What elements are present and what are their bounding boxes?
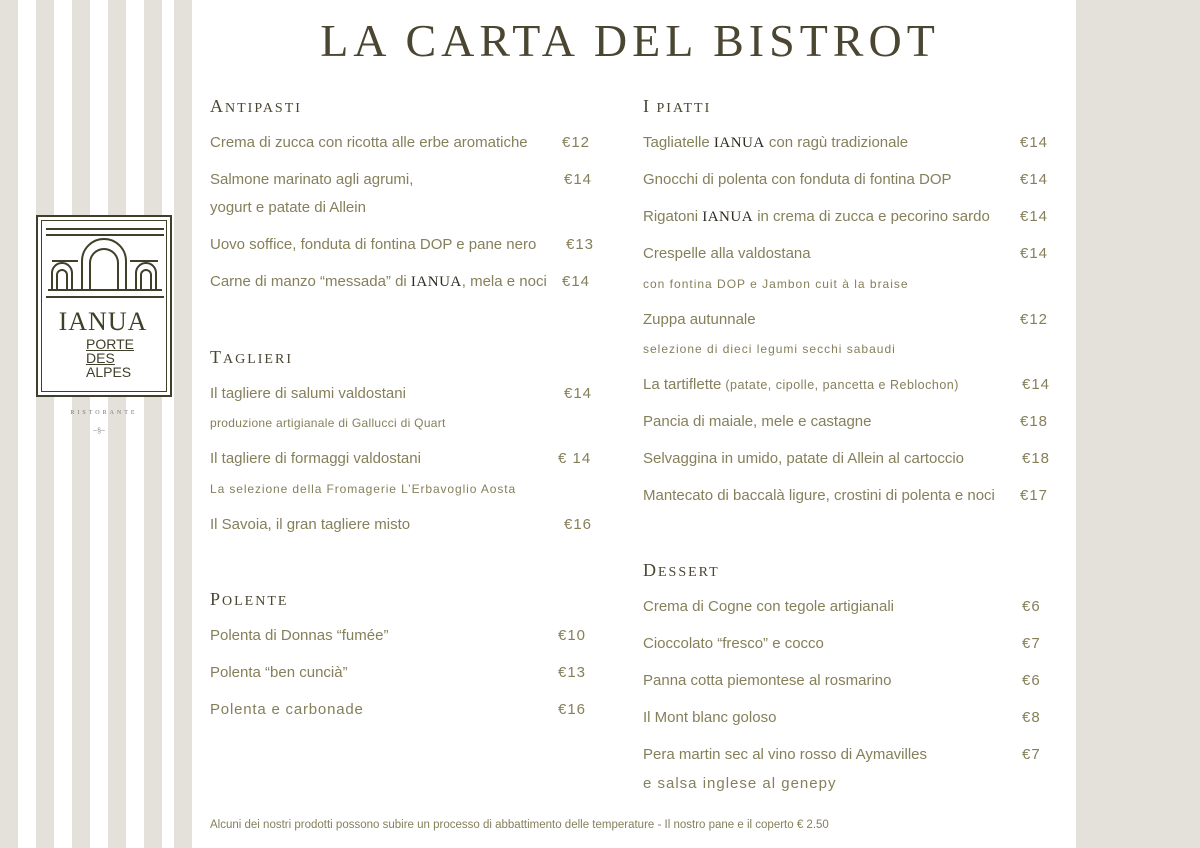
menu-price: €16 xyxy=(558,701,587,718)
menu-item: Uovo soffice, fonduta di fontina DOP e pane nero xyxy=(210,236,537,253)
menu-price: €8 xyxy=(1022,709,1041,726)
menu-item: Polenta e carbonade xyxy=(210,701,364,718)
menu-price: €14 xyxy=(1020,245,1049,262)
menu-price: €17 xyxy=(1020,487,1049,504)
logo-sub-porte: PORTE xyxy=(86,336,134,352)
page-title: LA CARTA DEL BISTROT xyxy=(320,15,940,66)
menu-price: €14 xyxy=(1022,376,1051,393)
menu-price: €14 xyxy=(564,171,593,188)
menu-item: Carne di manzo “messada” di IANUA, mela e noci xyxy=(210,273,547,290)
section-antipasti: ANTIPASTI xyxy=(210,96,302,116)
menu-price: €18 xyxy=(1020,413,1049,430)
brand-name: IANUA xyxy=(410,274,462,290)
menu-price: €12 xyxy=(562,134,591,151)
menu-price: €14 xyxy=(1020,134,1049,151)
menu-item: Crema di Cogne con tegole artigianali xyxy=(643,598,894,615)
right-border-band xyxy=(1076,0,1200,848)
menu-item: Il tagliere di salumi valdostani xyxy=(210,385,406,402)
menu-price: €18 xyxy=(1022,450,1051,467)
background-stripes xyxy=(0,0,192,848)
menu-item: Crema di zucca con ricotta alle erbe aromatiche xyxy=(210,134,528,151)
menu-item-sub: con fontina DOP e Jambon cuit à la braise xyxy=(643,277,909,291)
brand-name: IANUA xyxy=(702,209,754,225)
menu-price: €6 xyxy=(1022,672,1041,689)
menu-price: €14 xyxy=(562,273,591,290)
menu-item: Selvaggina in umido, patate di Allein al cartoccio xyxy=(643,450,965,467)
flourish-icon: ~§~ xyxy=(93,428,106,435)
section-piatti: I PIATTI xyxy=(643,96,712,116)
menu-item: Zuppa autunnale xyxy=(643,311,756,328)
menu-item-line2: yogurt e patate di Allein xyxy=(210,199,366,216)
footer-note: Alcuni dei nostri prodotti possono subire un processo di abbattimento delle temperature - Il nostro pane e il coperto € 2.50 xyxy=(210,819,829,831)
menu-price: €6 xyxy=(1022,598,1041,615)
menu-item: Panna cotta piemontese al rosmarino xyxy=(643,672,892,689)
menu-item: Tagliatelle IANUA con ragù tradizionale xyxy=(643,134,909,151)
logo-tagline: RISTORANTE xyxy=(70,410,138,416)
menu-price: €16 xyxy=(564,516,593,533)
section-taglieri: TAGLIERI xyxy=(210,347,293,367)
menu-price: €13 xyxy=(566,236,595,253)
menu-price: €14 xyxy=(1020,208,1049,225)
menu-item-sub: La selezione della Fromagerie L’Erbavoglio Aosta xyxy=(210,482,517,496)
menu-item: Rigatoni IANUA in crema di zucca e pecorino sardo xyxy=(643,208,990,225)
logo-name: IANUA xyxy=(58,307,148,336)
menu-item: Il Savoia, il gran tagliere misto xyxy=(210,516,411,533)
menu-item: La tartiflette (patate, cipolle, pancetta e Reblochon) xyxy=(643,376,959,393)
menu-item: Mantecato di baccalà ligure, crostini di polenta e noci xyxy=(643,487,995,504)
menu-price: €10 xyxy=(558,627,587,644)
section-dessert: DESSERT xyxy=(643,560,720,580)
menu-item: Polenta di Donnas “fumée” xyxy=(210,627,389,644)
section-polente: POLENTE xyxy=(210,589,289,609)
menu-item: Crespelle alla valdostana xyxy=(643,245,811,262)
menu-item: Cioccolato “fresco” e cocco xyxy=(643,635,824,652)
menu-item-sub: selezione di dieci legumi secchi sabaudi xyxy=(643,342,896,356)
menu-price: € 14 xyxy=(558,450,592,467)
logo-sub-alpes: ALPES xyxy=(86,364,132,380)
menu-item-sub: produzione artigianale di Gallucci di Quart xyxy=(210,416,446,430)
menu-item: Il tagliere di formaggi valdostani xyxy=(210,450,421,467)
logo-sub-des: DES xyxy=(86,350,115,366)
menu-price: €13 xyxy=(558,664,587,681)
menu-item: Pancia di maiale, mele e castagne xyxy=(643,413,872,430)
brand-name: IANUA xyxy=(713,135,765,151)
menu-item: Pera martin sec al vino rosso di Aymavilles xyxy=(643,746,928,763)
menu-price: €14 xyxy=(564,385,593,402)
menu-item: Gnocchi di polenta con fonduta di fontina DOP xyxy=(643,171,952,188)
menu-price: €12 xyxy=(1020,311,1049,328)
menu-price: €7 xyxy=(1022,635,1041,652)
menu-item: Polenta “ben cuncià” xyxy=(210,664,348,681)
menu-item-line2: e salsa inglese al genepy xyxy=(643,775,837,792)
menu-price: €7 xyxy=(1022,746,1041,763)
menu-price: €14 xyxy=(1020,171,1049,188)
menu-item: Il Mont blanc goloso xyxy=(643,709,777,726)
logo xyxy=(36,215,172,397)
menu-item: Salmone marinato agli agrumi, xyxy=(210,171,414,188)
